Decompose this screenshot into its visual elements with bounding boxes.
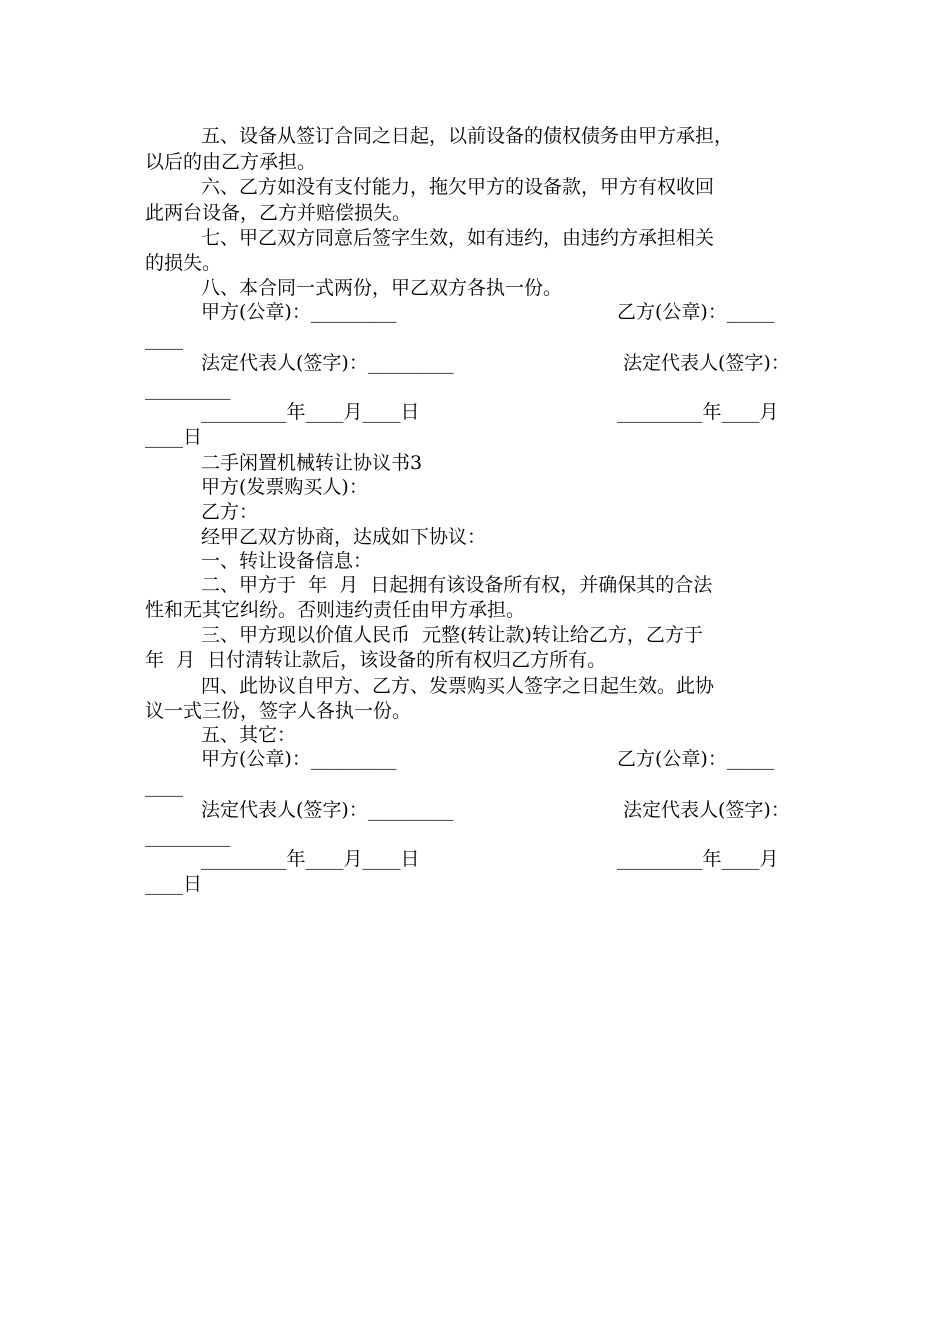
item-4-line-1: 四、此协议自甲方、乙方、发票购买人签字之日起生效。此协: [201, 675, 715, 697]
item-2-line-2: 性和无其它纠纷。否则违约责任由甲方承担。: [145, 599, 526, 621]
party-a-date-line: _________年____月____日: [201, 401, 420, 423]
party-b-date-line-2: _________年____月: [617, 848, 779, 870]
item-5: 五、其它：: [201, 724, 297, 746]
party-b-representative-line-2-continued: _________: [145, 825, 231, 847]
item-1: 一、转让设备信息：: [201, 550, 373, 572]
party-b-date-line-2-continued: ____日: [145, 873, 203, 895]
party-b-date-line-continued: ____日: [145, 426, 203, 448]
clause-6-line-2: 此两台设备，乙方并赔偿损失。: [145, 202, 412, 224]
agreement-title: 二手闲置机械转让协议书3: [201, 452, 423, 474]
party-b-representative-line-2: 法定代表人(签字)：: [623, 799, 790, 821]
clause-7-line-1: 七、甲乙双方同意后签字生效，如有违约，由违约方承担相关: [201, 227, 715, 249]
party-b-seal-line-2: 乙方(公章)：_____: [617, 748, 775, 770]
clause-5-line-1: 五、设备从签订合同之日起，以前设备的债权债务由甲方承担，: [201, 125, 734, 147]
item-2-line-1: 二、甲方于 年 月 日起拥有该设备所有权，并确保其的合法: [201, 574, 713, 596]
item-4-line-2: 议一式三份，签字人各执一份。: [145, 700, 412, 722]
clause-6-line-1: 六、乙方如没有支付能力，拖欠甲方的设备款，甲方有权收回: [201, 176, 715, 198]
party-b-representative-line-continued: _________: [145, 378, 231, 400]
party-a-representative-line: 法定代表人(签字)：_________: [201, 352, 454, 374]
item-3-line-2: 年 月 日付清转让款后，该设备的所有权归乙方所有。: [145, 649, 607, 671]
party-b-seal-line: 乙方(公章)：_____: [617, 301, 775, 323]
party-b-date-line: _________年____月: [617, 401, 779, 423]
agreement-intro: 经甲乙双方协商，达成如下协议：: [201, 526, 487, 548]
party-a-label: 甲方(发票购买人)：: [201, 476, 368, 498]
party-b-seal-line-2-continued: ____: [145, 775, 183, 797]
clause-8: 八、本合同一式两份，甲乙双方各执一份。: [201, 277, 563, 299]
party-b-representative-line: 法定代表人(签字)：: [623, 352, 790, 374]
clause-5-line-2: 以后的由乙方承担。: [145, 151, 317, 173]
party-a-seal-line: 甲方(公章)：_________: [201, 301, 397, 323]
party-a-seal-line-2: 甲方(公章)：_________: [201, 748, 397, 770]
party-b-label: 乙方：: [201, 501, 259, 523]
party-b-seal-line-continued: ____: [145, 328, 183, 350]
party-a-representative-line-2: 法定代表人(签字)：_________: [201, 799, 454, 821]
clause-7-line-2: 的损失。: [145, 252, 222, 274]
item-3-line-1: 三、甲方现以价值人民币 元整(转让款)转让给乙方，乙方于: [201, 624, 703, 646]
party-a-date-line-2: _________年____月____日: [201, 848, 420, 870]
